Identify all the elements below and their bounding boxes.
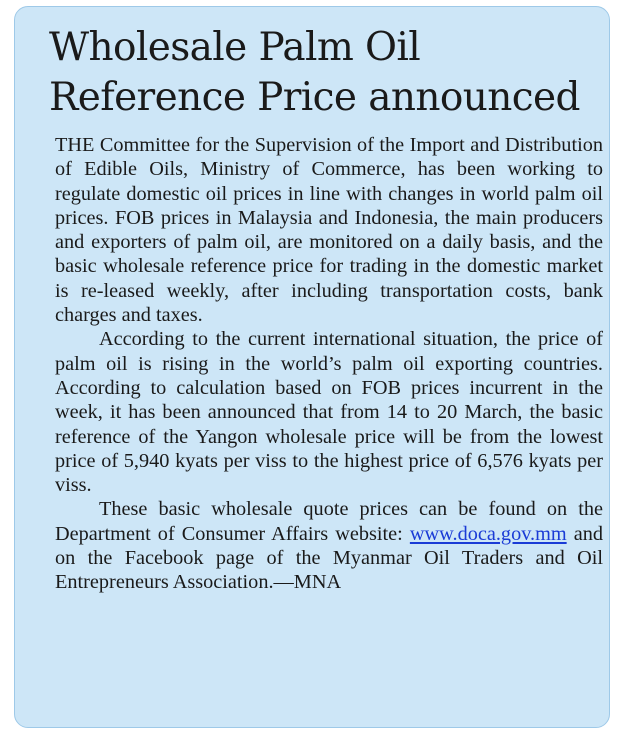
website-link[interactable]: www.doca.gov.mm [409,522,567,545]
paragraph-1: THE Committee for the Supervision of the Import and Distribution of Edible Oils, Ministry of Commerce, has been working to regulate domestic oil prices in line with changes in world palm oil prices. FOB prices in Malaysia and Indonesia, the main producers and exporters of palm oil, are monitored on a daily basis, and the basic wholesale reference price for trading in the domestic market is re-leased weekly, after including transportation costs, bank charges and taxes. [55,134,603,327]
headline-line-2: Reference Price announced [49,75,580,120]
paragraph-2: According to the current international situation, the price of palm oil is rising in the world’s palm oil exporting countries. According to calculation based on FOB prices incurrent in the week, it has been announced that from 14 to 20 March, the basic reference of the Yangon wholesale price will be from the lowest price of 5,940 kyats per viss to the highest price of 6,576 kyats per viss. [55,328,603,497]
article-body [55,133,603,595]
article-headline [49,23,609,123]
paragraph-3-text-after: and on the Facebook page of the Myanmar Oil Traders and Oil Entrepreneurs Association.—MNA [55,522,604,594]
article-panel [14,6,610,728]
paragraph-3-text-before: These basic wholesale quote prices can be found on the Department of Consumer Affairs website: [55,498,603,545]
headline-line-1: Wholesale Palm Oil [49,25,421,70]
paragraph-3 [55,497,603,594]
